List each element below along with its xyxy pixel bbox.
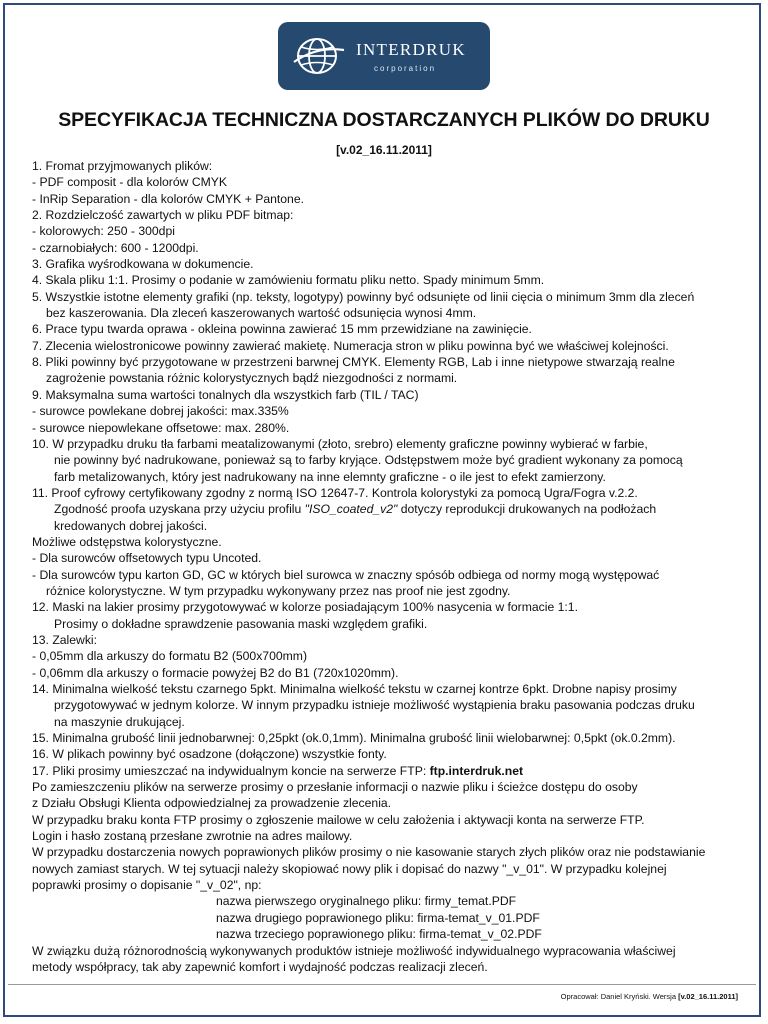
footer-divider (8, 984, 756, 985)
text-line: 5. Wszystkie istotne elementy grafiki (np. teksty, logotypy) powinny być odsunięte od linii cięcia o minimum 3mm dla zleceń (32, 289, 695, 304)
ftp-line-text: 17. Pliki prosimy umieszczać na indywidualnym koncie na serwerze FTP: (32, 763, 430, 778)
text-line: przygotowywać w jednym kolorze. W innym przypadku istnieje możliwość wystąpienia braku pasowania podczas druku (54, 698, 695, 713)
text-line: - PDF composit - dla kolorów CMYK (32, 175, 228, 190)
text-line: 9. Maksymalna suma wartości tonalnych dla wszystkich farb (TIL / TAC) (32, 387, 419, 402)
text-line: W przypadku dostarczenia nowych poprawionych plików prosimy o nie kasowanie starych złych plików oraz nie podstawianie (32, 845, 706, 860)
text-line: nazwa pierwszego oryginalnego pliku: firmy_temat.PDF (216, 894, 517, 909)
text-line: Prosimy o dokładne sprawdzenie pasowania maski względem grafiki. (54, 616, 428, 631)
text-line: 4. Skala pliku 1:1. Prosimy o podanie w zamówieniu formatu pliku netto. Spady minimum 5mm. (32, 273, 545, 288)
text-line: Login i hasło zostaną przesłane zwrotnie na adres mailowy. (32, 829, 353, 844)
text-line: 3. Grafika wyśrodkowana w dokumencie. (32, 257, 254, 272)
logo-subtitle: corporation (374, 64, 437, 73)
text-line: 8. Pliki powinny być przygotowane w przestrzeni barwnej CMYK. Elementy RGB, Lab i inne nietypowe stwarzają realne (32, 355, 675, 370)
text-line: nowych zamiast starych. W tej sytuacji należy skopiować nowy plik i dopisać do nazwy "_v_01". W przypadku kolejnej (32, 861, 667, 876)
text-line: 6. Prace typu twarda oprawa - okleina powinna zawierać 15 mm przewidziane na zawinięcie. (32, 322, 532, 337)
text-line: kredowanych dobrej jakości. (54, 518, 208, 533)
text-line: - 0,05mm dla arkuszy do formatu B2 (500x700mm) (32, 649, 308, 664)
text-line: nazwa drugiego poprawionego pliku: firma-temat_v_01.PDF (216, 910, 540, 925)
text-line: 2. Rozdzielczość zawartych w pliku PDF bitmap: (32, 208, 294, 223)
text-line: - Dla surowców offsetowych typu Uncoted. (32, 551, 262, 566)
text-line: 7. Zlecenia wielostronicowe powinny zawierać makietę. Numeracja stron w pliku powinna być we właściwej kolejności. (32, 338, 669, 353)
text-line: - surowce niepowlekane offsetowe: max. 280%. (32, 420, 290, 435)
text-line: W związku dużą różnorodnością wykonywanych produktów istnieje możliwość indywidualnego wypracowania właściwej (32, 943, 676, 958)
text-line: bez kaszerowania. Dla zleceń kaszerowanych wartość odsunięcia wynosi 4mm. (46, 306, 477, 321)
text-line: metody współpracy, tak aby zapewnić komfort i wydajność podczas realizacji zleceń. (32, 959, 488, 974)
text-line: na maszynie drukującej. (54, 714, 185, 729)
text-line: - surowce powlekane dobrej jakości: max.335% (32, 404, 289, 419)
footer-version: [v.02_16.11.2011] (678, 992, 738, 1001)
specification-text (32, 158, 744, 975)
text-line: - Dla surowców typu karton GD, GC w których biel surowca w znaczny spósób odbiega od normy mogą występować (32, 567, 660, 582)
document-title: SPECYFIKACJA TECHNICZNA DOSTARCZANYCH PLIKÓW DO DRUKU (58, 109, 710, 131)
text-line: farb metalizowanych, który jest nadrukowany na inne elemnty graficzne - o ile jest to efekt zamierzony. (54, 469, 606, 484)
text-line: nazwa trzeciego poprawionego pliku: firma-temat_v_02.PDF (216, 927, 542, 942)
logo-name: INTERDRUK (356, 40, 466, 59)
text-line: nie powinny być nadrukowane, ponieważ są to farby kryjące. Odstępstwem może być gradient wykonany za pomocą (54, 453, 683, 468)
text-line: - czarnobiałych: 600 - 1200dpi. (32, 240, 199, 255)
text-line (32, 501, 744, 517)
text-line: Po zamieszczeniu plików na serwerze prosimy o przesłanie informacji o nazwie pliku i ścieżce dostępu do osoby (32, 780, 638, 795)
text-line: różnice kolorystyczne. W tym przypadku wykonywany przez nas proof nie jest zgodny. (46, 583, 511, 598)
text-line: 13. Zalewki: (32, 632, 98, 647)
text-line: W przypadku braku konta FTP prosimy o zgłoszenie mailowe w celu założenia i aktywacji konta na serwerze FTP. (32, 812, 645, 827)
footer-author: Opracował: Daniel Kryński. Wersja (560, 992, 679, 1001)
text-line: 16. W plikach powinny być osadzone (dołączone) wszystkie fonty. (32, 747, 387, 762)
text-line: 11. Proof cyfrowy certyfikowany zgodny z normą ISO 12647-7. Kontrola kolorystyki za pomocą Ugra/Fogra v.2.2. (32, 485, 638, 500)
text-line: zagrożenie powstania różnic kolorystycznych bądź niezgodności z normami. (46, 371, 458, 386)
document-version: [v.02_16.11.2011] (336, 143, 432, 157)
text-line: 10. W przypadku druku tła farbami meatalizowanymi (złoto, srebro) elementy graficzne powinny wybierać w farbie, (32, 436, 648, 451)
profile-prefix: Zgodność proofa uzyskana przy użyciu profilu (54, 502, 305, 517)
company-logo (278, 22, 490, 90)
ftp-host-link[interactable]: ftp.interdruk.net (429, 763, 524, 778)
text-line: Możliwe odstępstwa kolorystyczne. (32, 534, 222, 549)
globe-icon (292, 36, 348, 76)
profile-suffix: dotyczy reprodukcji drukowanych na podłożach (400, 502, 657, 517)
text-line: 15. Minimalna grubość linii jednobarwnej: 0,25pkt (ok.0,1mm). Minimalna grubość linii wielobarwnej: 0,5pkt (ok.0.2mm). (32, 731, 676, 746)
text-line: 12. Maski na lakier prosimy przygotowywać w kolorze posiadającym 100% nasycenia w formacie 1:1. (32, 600, 578, 615)
text-line: 14. Minimalna wielkość tekstu czarnego 5pkt. Minimalna wielkość tekstu w czarnej kontrze 6pkt. Drobne napisy prosimy (32, 682, 677, 696)
text-line: - kolorowych: 250 - 300dpi (32, 224, 175, 239)
text-line: poprawki prosimy o dopisanie "_v_02", np: (32, 878, 262, 893)
profile-name: "ISO_coated_v2" (304, 502, 398, 517)
footer (561, 992, 738, 1001)
text-line (32, 763, 744, 779)
text-line: z Działu Obsługi Klienta odpowiedzialnej za prowadzenie zlecenia. (32, 796, 392, 811)
text-line: - InRip Separation - dla kolorów CMYK + Pantone. (32, 191, 304, 206)
text-line: - 0,06mm dla arkuszy o formacie powyżej B2 do B1 (720x1020mm). (32, 665, 399, 680)
text-line: 1. Fromat przyjmowanych plików: (32, 159, 213, 173)
